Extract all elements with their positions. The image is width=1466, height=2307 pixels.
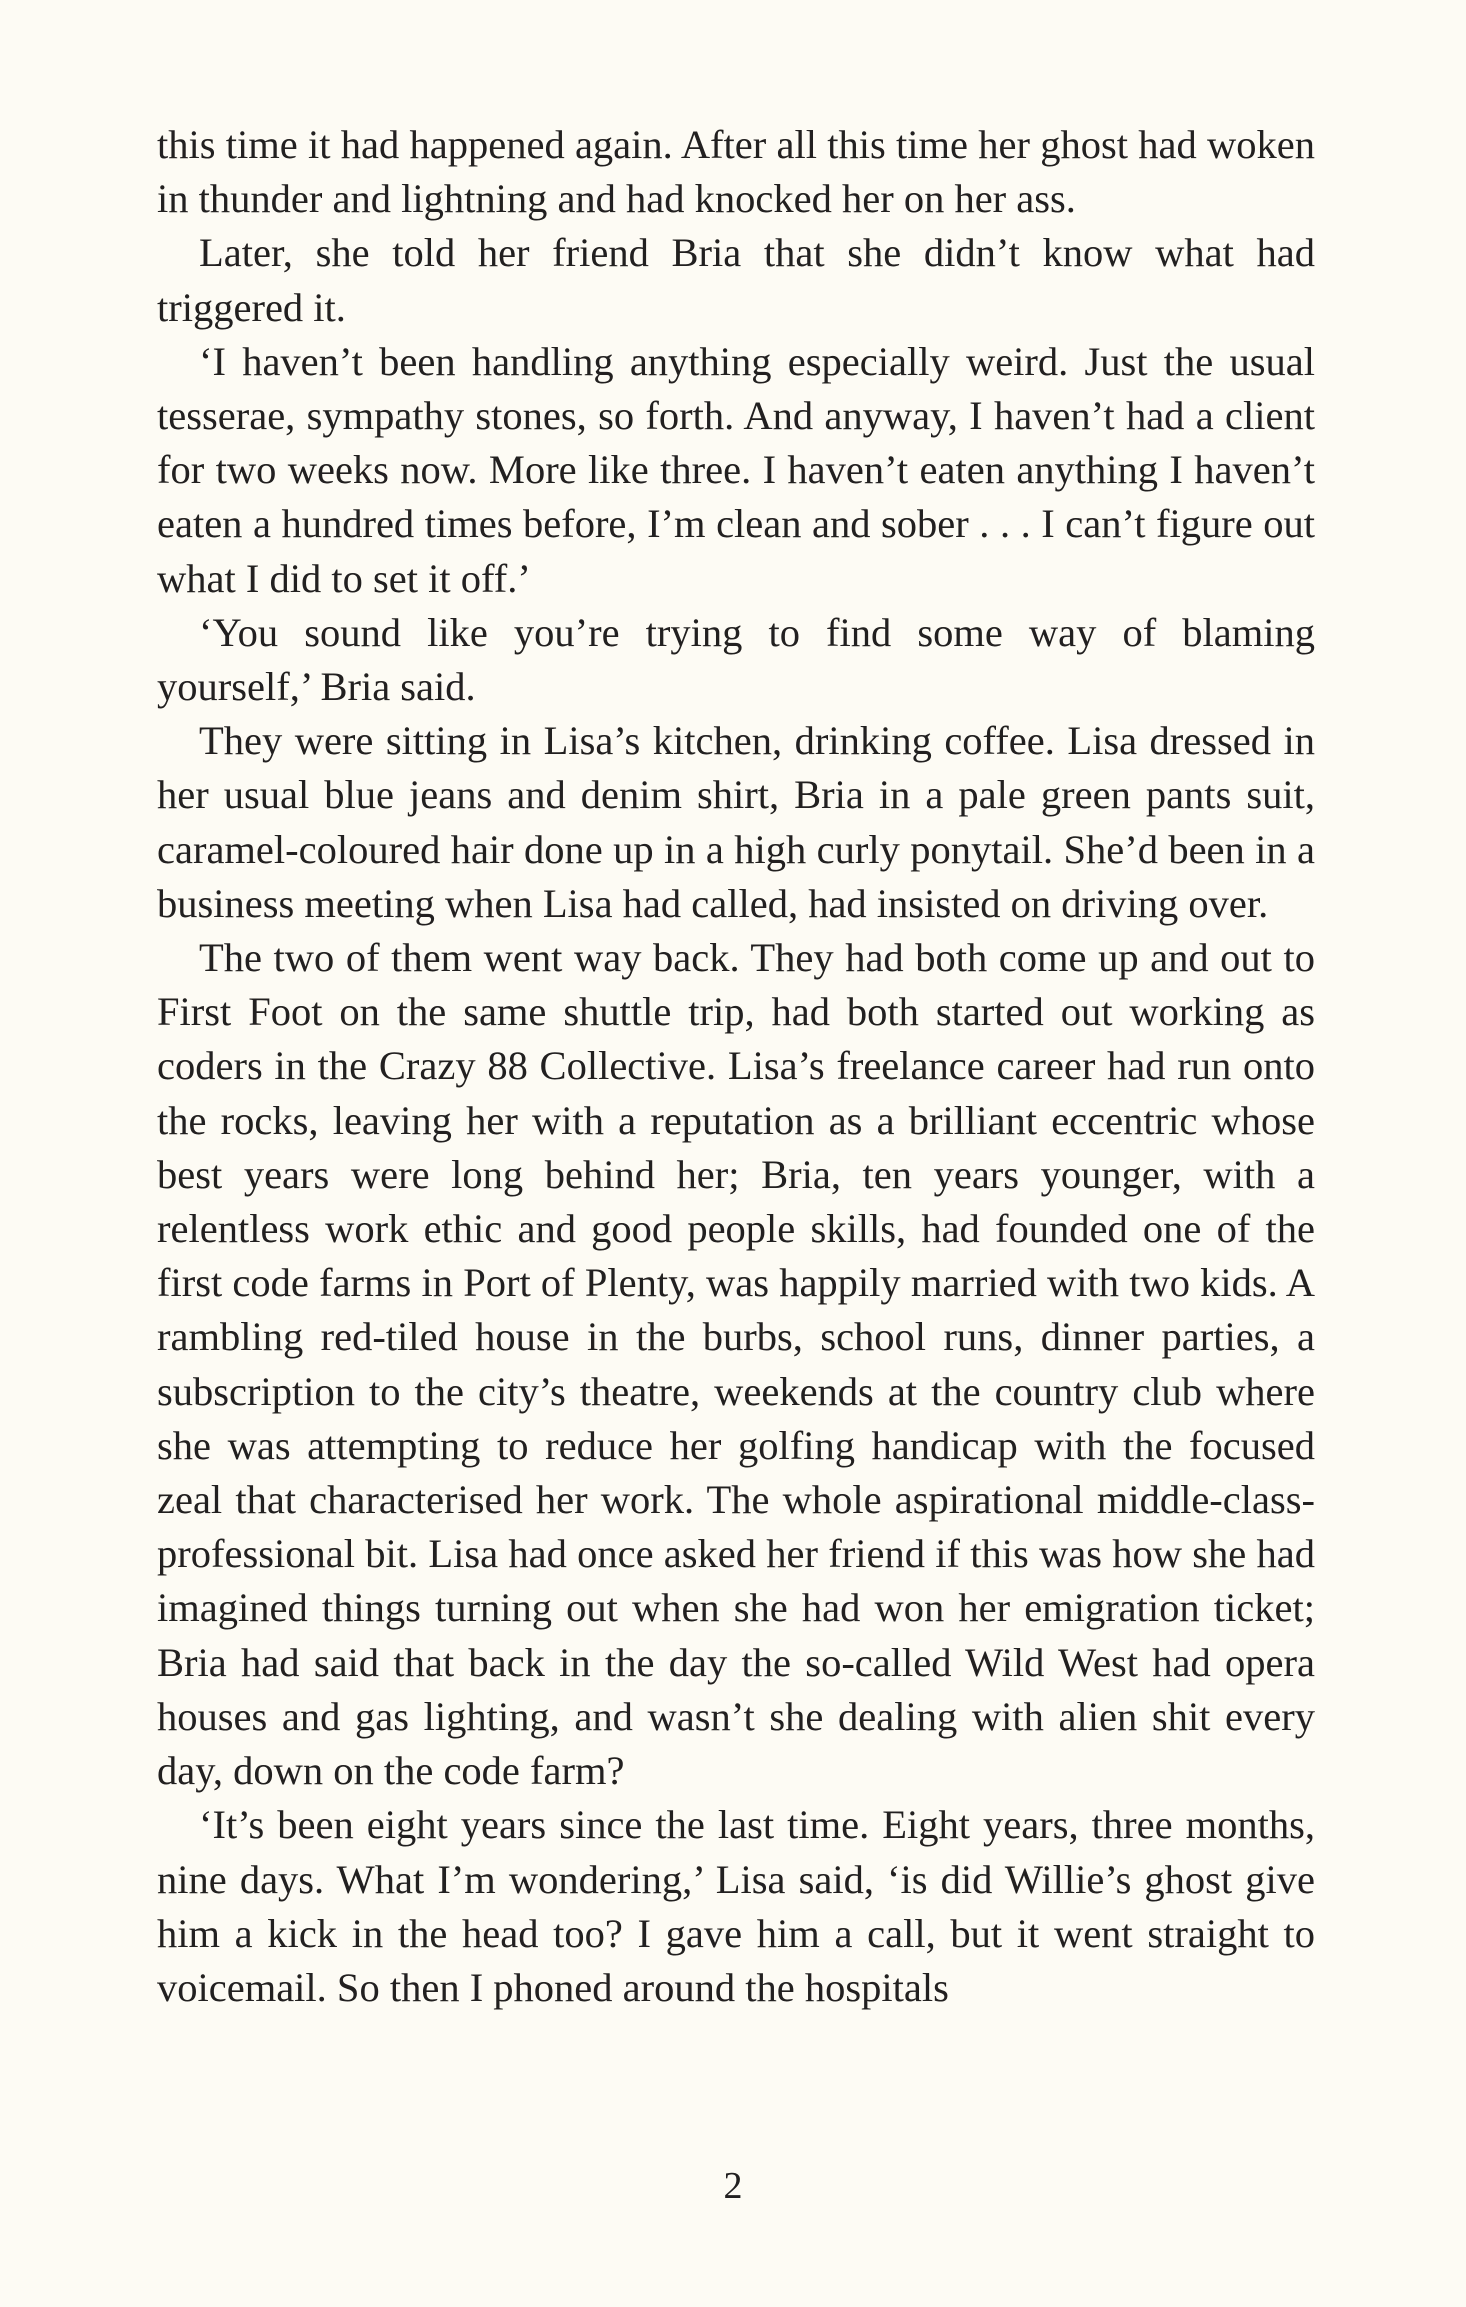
- paragraph-2: Later, she told her friend Bria that she didn’t know what had triggered it.: [157, 230, 1315, 330]
- paragraph-7: ‘It’s been eight years since the last time. Eight years, three months, nine days. What I’m wondering,’ Lisa said, ‘is did Willie’s ghost give him a kick in the head too? I gave him a call, but it went straight to voicemail. So then I phoned around the hospitals: [157, 1802, 1315, 2010]
- paragraph-6: The two of them went way back. They had both come up and out to First Foot on the same shuttle trip, had both started out working as coders in the Crazy 88 Collective. Lisa’s freelance career had run onto the rocks, leaving her with a reputation as a brilliant eccentric whose best years were long behind her; Bria, ten years younger, with a relentless work ethic and good people skills, had founded one of the first code farms in Port of Plenty, was happily married with two kids. A rambling red-tiled house in the burbs, school runs, dinner parties, a subscription to the city’s theatre, weekends at the country club where she was attempting to reduce her golfing handicap with the focused zeal that characterised her work. The whole aspirational middle-class-professional bit. Lisa had once asked her friend if this was how she had imagined things turning out when she had won her emigration ticket; Bria had said that back in the day the so-called Wild West had opera houses and gas lighting, and wasn’t she dealing with alien shit every day, down on the code farm?: [157, 935, 1315, 1794]
- page-number: 2: [723, 2165, 743, 2207]
- paragraph-5: They were sitting in Lisa’s kitchen, drinking coffee. Lisa dressed in her usual blue jeans and denim shirt, Bria in a pale green pants suit, caramel-coloured hair done up in a high curly ponytail. She’d been in a business meeting when Lisa had called, had insisted on driving over.: [157, 718, 1315, 926]
- body-text: [157, 118, 1315, 2015]
- page-body: [157, 118, 1315, 2168]
- paragraph-4: ‘You sound like you’re trying to find some way of blaming yourself,’ Bria said.: [157, 609, 1315, 710]
- paragraph-1: this time it had happened again. After all this time her ghost had woken in thunder and lightning and had knocked her on her ass.: [157, 122, 1315, 222]
- paragraph-3: ‘I haven’t been handling anything especially weird. Just the usual tesserae, sympathy stones, so forth. And anyway, I haven’t had a client for two weeks now. More like three. I haven’t eaten anything I haven’t eaten a hundred times before, I’m clean and sober . . . I can’t figure out what I did to set it off.’: [157, 338, 1315, 601]
